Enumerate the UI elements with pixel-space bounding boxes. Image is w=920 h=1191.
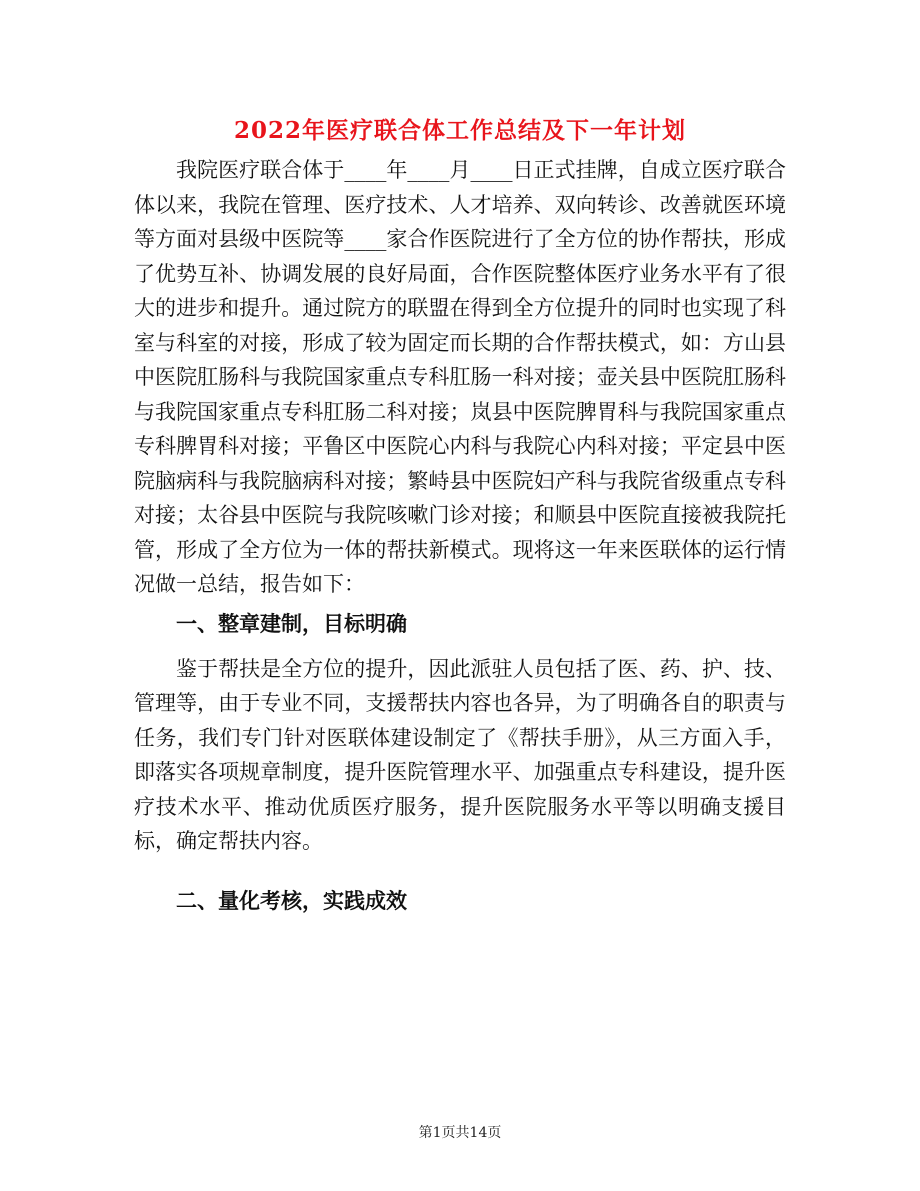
section-paragraph-1: 鉴于帮扶是全方位的提升，因此派驻人员包括了医、药、护、技、管理等，由于专业不同，支援帮扶内容也各异，为了明确各自的职责与任务，我们专门针对医联体建设制定了《帮扶手册》，从三方面入手，即落实各项规章制度，提升医院管理水平、加强重点专科建设，提升医疗技术水平、推动优质医疗服务，提升医院服务水平等以明确支援目标，确定帮扶内容。 [134, 656, 786, 853]
section-heading-2: 二、量化考核，实践成效 [176, 887, 407, 913]
document-title: 2022年医疗联合体工作总结及下一年计划 [233, 117, 686, 144]
document-body [134, 153, 786, 928]
section-heading-1: 一、整章建制，目标明确 [176, 610, 407, 636]
intro-paragraph: 我院医疗联合体于____年____月____日正式挂牌，自成立医疗联合体以来，我院在管理、医疗技术、人才培养、双向转诊、改善就医环境等方面对县级中医院等____家合作医院进行了全方位的协作帮扶，形成了优势互补、协调发展的良好局面，合作医院整体医疗业务水平有了很大的进步和提升。通过院方的联盟在得到全方位提升的同时也实现了科室与科室的对接，形成了较为固定而长期的合作帮扶模式，如：方山县中医院肛肠科与我院国家重点专科肛肠一科对接；壶关县中医院肛肠科与我院国家重点专科肛肠二科对接；岚县中医院脾胃科与我院国家重点专科脾胃科对接；平鲁区中医院心内科与我院心内科对接；平定县中医院脑病科与我院脑病科对接；繁峙县中医院妇产科与我院省级重点专科对接；太谷县中医院与我院咳嗽门诊对接；和顺县中医院直接被我院托管，形成了全方位为一体的帮扶新模式。现将这一年来医联体的运行情况做一总结，报告如下： [134, 158, 786, 596]
page-number-footer: 第1页共14页 [418, 1125, 502, 1141]
